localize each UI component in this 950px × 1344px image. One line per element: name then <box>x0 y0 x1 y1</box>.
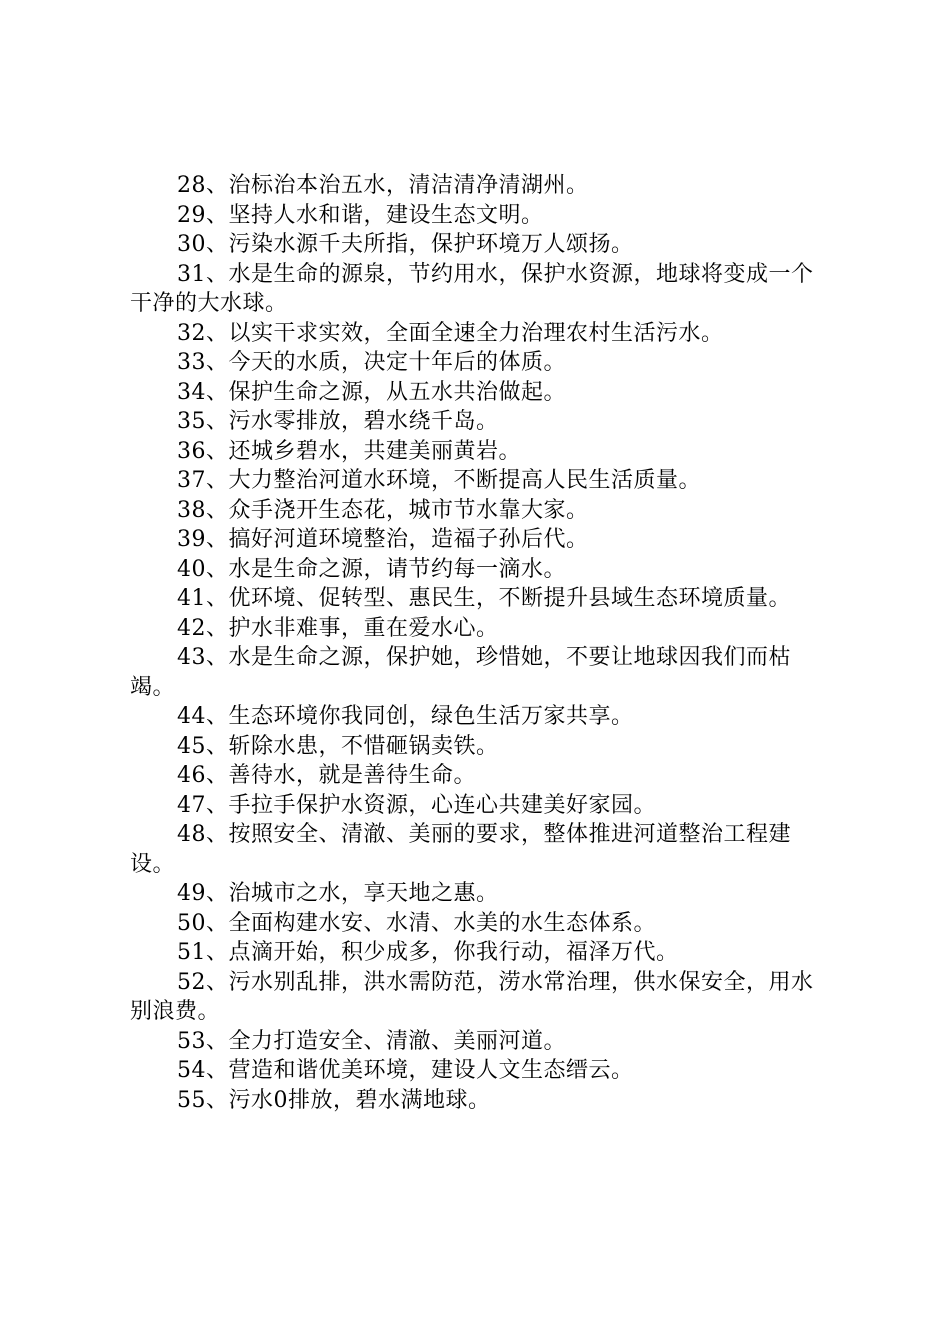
list-item: 28、治标治本治五水，清洁清净清湖州。 <box>177 173 589 198</box>
list-item: 42、护水非难事，重在爱水心。 <box>177 615 499 641</box>
list-item: 38、众手浇开生态花，城市节水靠大家。 <box>177 497 589 523</box>
list-item: 32、以实干求实效，全面全速全力治理农村生活污水。 <box>177 320 724 346</box>
list-item: 35、污水零排放，碧水绕千岛。 <box>177 409 499 434</box>
list-item: 47、手拉手保护水资源，心连心共建美好家园。 <box>177 792 656 818</box>
list-item: 44、生态环境你我同创，绿色生活万家共享。 <box>177 704 634 729</box>
list-item: 51、点滴开始，积少成多，你我行动，福泽万代。 <box>177 940 679 965</box>
list-item: 55、污水0排放，碧水满地球。 <box>177 1087 491 1113</box>
list-item: 29、坚持人水和谐，建设生态文明。 <box>177 202 544 228</box>
list-item: 46、善待水，就是善待生命。 <box>177 763 476 788</box>
list-item: 50、全面构建水安、水清、水美的水生态体系。 <box>177 910 656 936</box>
list-item: 33、今天的水质，决定十年后的体质。 <box>177 350 566 375</box>
list-item: 49、治城市之水，享天地之惠。 <box>177 881 499 906</box>
list-item: 54、营造和谐优美环境，建设人文生态缙云。 <box>177 1058 634 1083</box>
list-item: 53、全力打造安全、清澈、美丽河道。 <box>177 1028 566 1054</box>
list-item: 34、保护生命之源，从五水共治做起。 <box>177 379 566 405</box>
document-body <box>130 171 834 1115</box>
list-item: 40、水是生命之源，请节约每一滴水。 <box>177 556 566 582</box>
list-item: 43、水是生命之源，保护她，珍惜她，不要让地球因我们而枯竭。 <box>130 645 791 700</box>
list-item: 41、优环境、促转型、惠民生，不断提升县域生态环境质量。 <box>177 586 791 611</box>
list-item: 37、大力整治河道水环境，不断提高人民生活质量。 <box>177 468 701 493</box>
list-item: 45、斩除水患，不惜砸锅卖铁。 <box>177 733 499 759</box>
list-item: 30、污染水源千夫所指，保护环境万人颂扬。 <box>177 232 634 257</box>
list-item: 48、按照安全、清澈、美丽的要求，整体推进河道整治工程建设。 <box>130 822 791 877</box>
list-item: 36、还城乡碧水，共建美丽黄岩。 <box>177 438 521 464</box>
list-item: 52、污水别乱排，洪水需防范，涝水常治理，供水保安全，用水别浪费。 <box>130 969 814 1024</box>
list-item: 39、搞好河道环境整治，造福子孙后代。 <box>177 527 589 552</box>
list-item: 31、水是生命的源泉，节约用水，保护水资源，地球将变成一个干净的大水球。 <box>130 261 814 316</box>
